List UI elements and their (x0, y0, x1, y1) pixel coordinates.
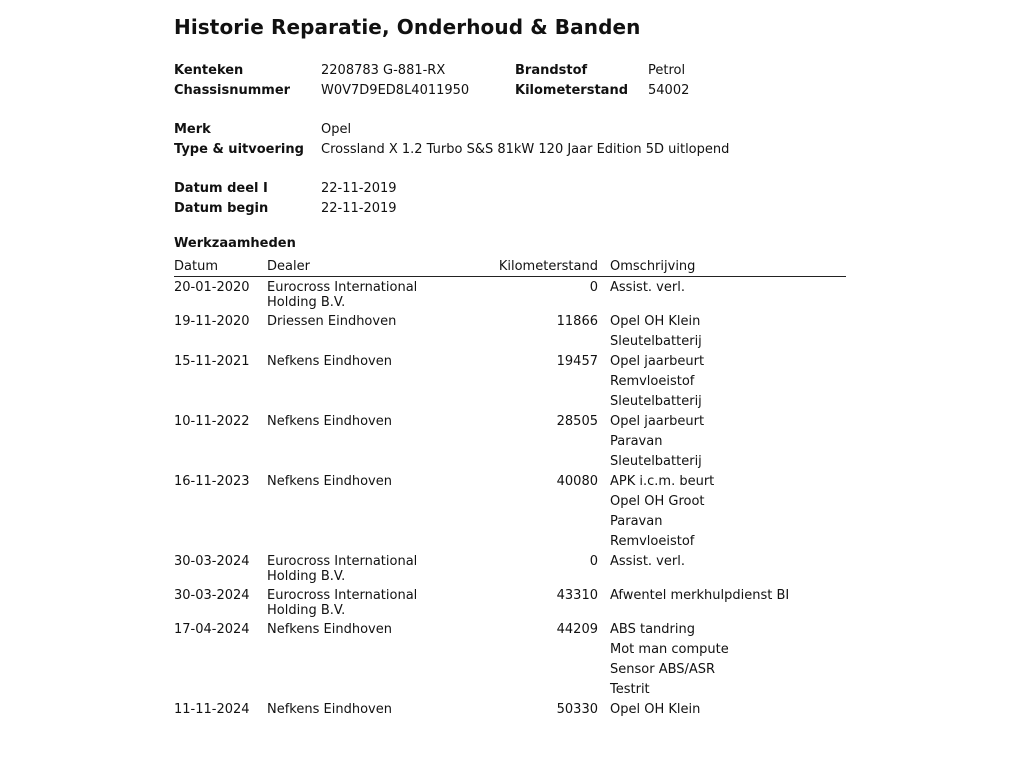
table-row (174, 352, 846, 412)
cell-kilometerstand: 50330 (556, 702, 598, 717)
brandstof-value: Petrol (648, 63, 686, 78)
description-line: Remvloeistof (610, 374, 695, 389)
description-line: Remvloeistof (610, 534, 695, 549)
cell-kilometerstand: 43310 (556, 588, 598, 603)
cell-omschrijving (610, 278, 685, 298)
cell-dealer: Nefkens Eindhoven (267, 474, 392, 489)
cell-omschrijving (610, 312, 702, 352)
cell-dealer: Eurocross International Holding B.V. (267, 554, 418, 584)
cell-dealer: Nefkens Eindhoven (267, 414, 392, 429)
description-line: Sleutelbatterij (610, 454, 702, 469)
table-row (174, 620, 846, 700)
cell-dealer: Nefkens Eindhoven (267, 622, 392, 637)
type-label: Type & uitvoering (174, 142, 304, 157)
datum-deel-label: Datum deel I (174, 181, 268, 196)
table-row (174, 552, 846, 586)
merk-label: Merk (174, 122, 211, 137)
description-line: Sensor ABS/ASR (610, 662, 716, 677)
description-line: Assist. verl. (610, 554, 685, 569)
cell-kilometerstand: 19457 (556, 354, 598, 369)
cell-dealer: Driessen Eindhoven (267, 314, 397, 329)
work-table-body (174, 278, 846, 720)
cell-date: 30-03-2024 (174, 554, 250, 569)
cell-omschrijving (610, 700, 700, 720)
header-omschrijving: Omschrijving (610, 259, 696, 274)
header-datum: Datum (174, 259, 218, 274)
cell-omschrijving (610, 552, 685, 572)
cell-omschrijving (610, 412, 704, 472)
cell-omschrijving (610, 620, 729, 700)
description-line: Sleutelbatterij (610, 394, 702, 409)
cell-date: 11-11-2024 (174, 702, 250, 717)
description-line: Paravan (610, 514, 663, 529)
header-dealer: Dealer (267, 259, 310, 274)
page-title: Historie Reparatie, Onderhoud & Banden (174, 15, 641, 39)
cell-date: 30-03-2024 (174, 588, 250, 603)
brandstof-label: Brandstof (515, 63, 588, 78)
kilometerstand-label: Kilometerstand (515, 83, 629, 98)
table-row (174, 472, 846, 552)
cell-date: 20-01-2020 (174, 280, 250, 295)
cell-omschrijving (610, 352, 704, 412)
cell-omschrijving (610, 472, 714, 552)
kenteken-value: 2208783 G-881-RX (321, 63, 446, 78)
description-line: Opel jaarbeurt (610, 414, 705, 429)
description-line: Opel OH Groot (610, 494, 705, 509)
kenteken-label: Kenteken (174, 63, 244, 78)
cell-date: 19-11-2020 (174, 314, 250, 329)
cell-kilometerstand: 40080 (556, 474, 598, 489)
table-row (174, 700, 846, 720)
section-title-werkzaamheden: Werkzaamheden (174, 236, 296, 251)
kilometerstand-value: 54002 (648, 83, 690, 98)
cell-date: 16-11-2023 (174, 474, 250, 489)
table-row (174, 412, 846, 472)
description-line: APK i.c.m. beurt (610, 474, 715, 489)
cell-kilometerstand: 11866 (556, 314, 598, 329)
table-row (174, 312, 846, 352)
header-kilometerstand: Kilometerstand (498, 259, 598, 274)
cell-kilometerstand: 0 (589, 554, 598, 569)
type-value: Crossland X 1.2 Turbo S&S 81kW 120 Jaar Edition 5D uitlopend (321, 142, 730, 157)
description-line: Opel jaarbeurt (610, 354, 705, 369)
cell-omschrijving (610, 586, 789, 606)
cell-kilometerstand: 44209 (556, 622, 598, 637)
cell-dealer: Eurocross International Holding B.V. (267, 588, 418, 618)
description-line: Opel OH Klein (610, 702, 701, 717)
cell-date: 17-04-2024 (174, 622, 250, 637)
cell-dealer: Nefkens Eindhoven (267, 702, 392, 717)
table-header (174, 258, 846, 277)
description-line: Opel OH Klein (610, 314, 701, 329)
cell-dealer: Nefkens Eindhoven (267, 354, 392, 369)
cell-dealer: Eurocross International Holding B.V. (267, 280, 418, 310)
datum-begin-value: 22-11-2019 (321, 201, 397, 216)
merk-value: Opel (321, 122, 352, 137)
description-line: ABS tandring (610, 622, 695, 637)
description-line: Testrit (610, 682, 650, 697)
datum-begin-label: Datum begin (174, 201, 269, 216)
cell-date: 15-11-2021 (174, 354, 250, 369)
table-row (174, 278, 846, 312)
description-line: Mot man compute (610, 642, 729, 657)
chassis-value: W0V7D9ED8L4011950 (321, 83, 470, 98)
cell-date: 10-11-2022 (174, 414, 250, 429)
table-row (174, 586, 846, 620)
description-line: Paravan (610, 434, 663, 449)
cell-kilometerstand: 28505 (556, 414, 598, 429)
description-line: Sleutelbatterij (610, 334, 702, 349)
datum-deel-value: 22-11-2019 (321, 181, 397, 196)
chassis-label: Chassisnummer (174, 83, 291, 98)
description-line: Afwentel merkhulpdienst BI (610, 588, 790, 603)
description-line: Assist. verl. (610, 280, 685, 295)
cell-kilometerstand: 0 (589, 280, 598, 295)
